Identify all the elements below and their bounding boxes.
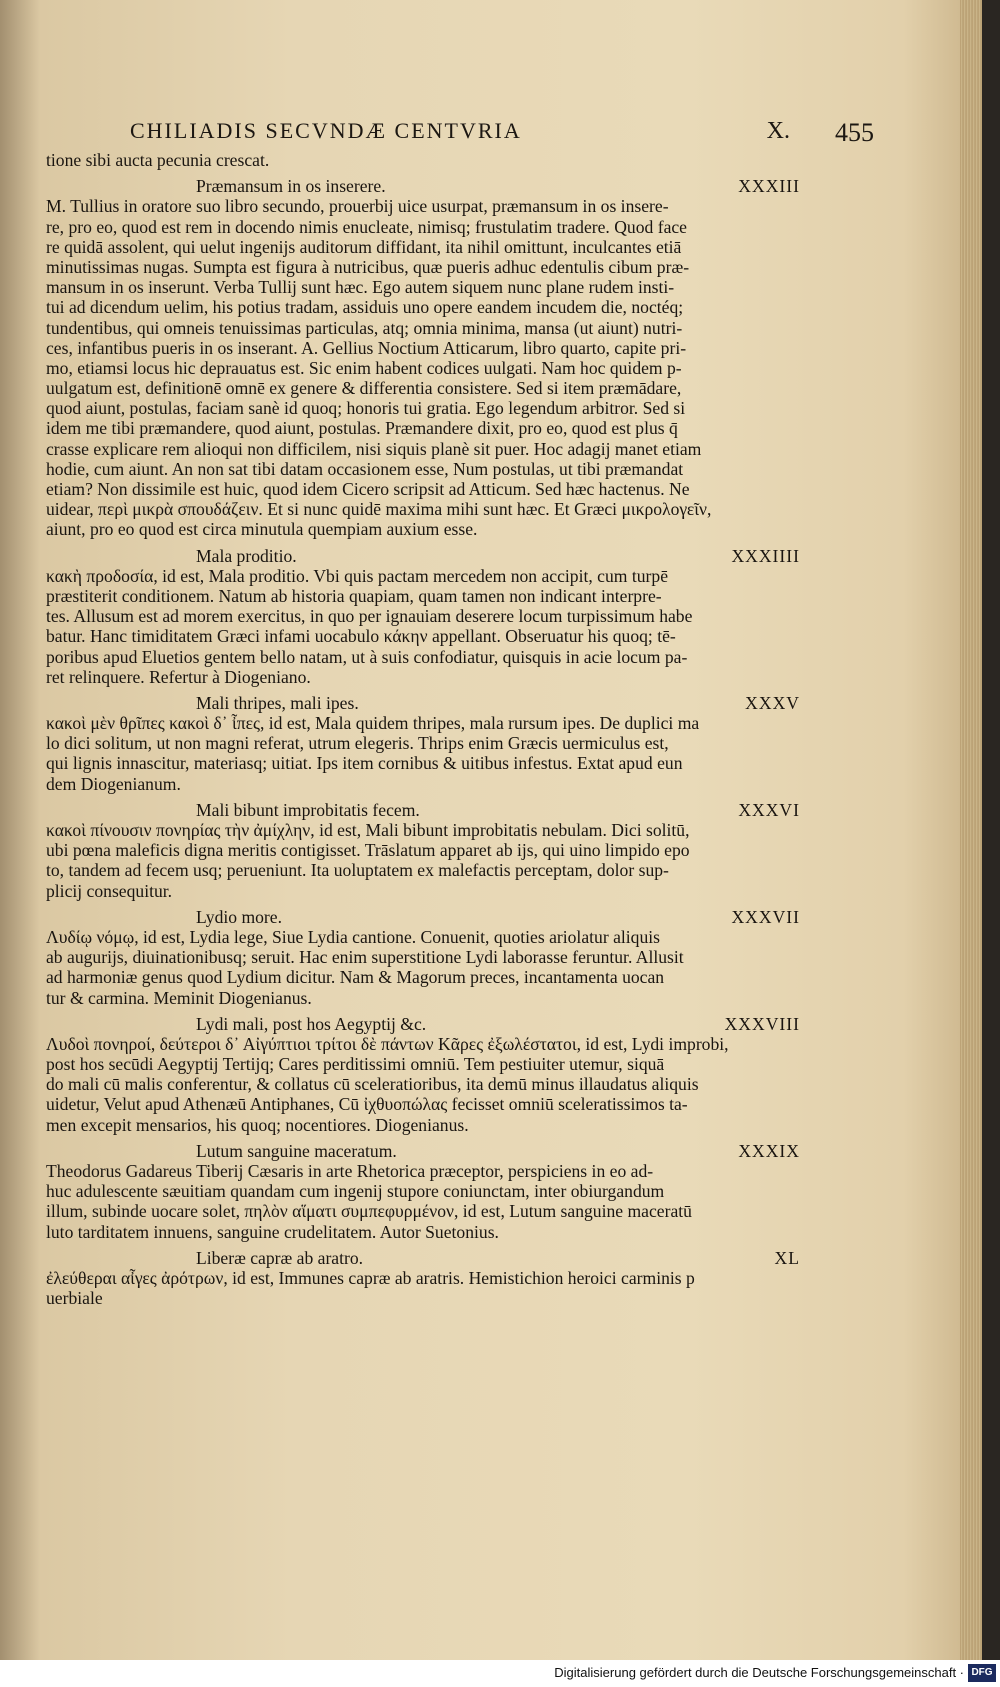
text-line: post hos secūdi Aegyptij Tertijq; Cares perditissimi omniū. Tem pestiuiter utemur, siquā <box>46 1054 665 1075</box>
adage-title: Præmansum in os inserere. <box>196 176 386 197</box>
adage-title: Mali thripes, mali ipes. <box>196 692 359 713</box>
adage-number: XXXVIII <box>724 1013 800 1034</box>
adage-heading <box>46 1141 800 1161</box>
adage-heading <box>46 1248 800 1268</box>
text-line: illum, subinde uocare solet, πηλὸν αἵματι συμπεφυρμένον, id est, Lutum sanguine maceratū <box>46 1201 692 1222</box>
adage-number: XXXIIII <box>731 545 800 566</box>
text-line: ἐλεύθεραι αἶγες ἀρότρων, id est, Immunes capræ ab aratris. Hemistichion heroici carminis p <box>46 1267 695 1288</box>
adage-number: XXXVII <box>731 906 800 927</box>
dfg-logo-icon: DFG <box>968 1664 996 1682</box>
text-line: præstiterit conditionem. Natum ab historia quapiam, quam tamen non indicant interpre- <box>46 585 662 606</box>
adage-heading <box>46 1014 800 1034</box>
footer-credit: Digitalisierung gefördert durch die Deutsche Forschungsgemeinschaft · <box>554 1665 964 1680</box>
text-line: minutissimas nugas. Sumpta est figura à nutricibus, quæ pueris adhuc edentulis cibum præ- <box>46 256 690 277</box>
text-line: lo dici solitum, ut non magni referat, utrum elegeris. Thrips enim Græcis uermiculus est, <box>46 733 669 754</box>
text-line: tur & carmina. Meminit Diogenianus. <box>46 987 312 1008</box>
text-line: tundentibus, qui omneis tenuissimas particulas, atq; omnia minima, mansa (ut aiunt) nutri- <box>46 317 683 338</box>
text-line: uulgatum est, definitionē omnē ex genere & differentia consistere. Sed si item præmādare, <box>46 378 682 399</box>
text-line: etiam? Non dissimile est huic, quod idem Cicero scripsit ad Atticum. Sed hæc hactenus. Ne <box>46 479 690 499</box>
text-line: quod aiunt, postulas, faciam sanè id quoq; honoris tui gratia. Ego legendum arbitror. Sed si <box>46 398 686 419</box>
adage-number: XXXIX <box>738 1140 800 1161</box>
adage-title: Lutum sanguine maceratum. <box>196 1140 397 1161</box>
footer-bar <box>0 1660 1000 1687</box>
text-line: re, pro eo, quod est rem in docendo nimis enucleate, nimisq; frustulatim tradere. Quod face <box>46 216 687 237</box>
text-line: tione sibi aucta pecunia crescat. <box>46 150 270 170</box>
adage-number: XXXV <box>745 692 800 713</box>
text-line: κακὴ προδοσία, id est, Mala proditio. Vbi quis pactam mercedem non accipit, cum turpē <box>46 565 669 586</box>
text-line: ces, infantibus pueris in os inserant. A. Gellius Noctium Atticarum, libro quarto, capite pri- <box>46 337 687 358</box>
text-line: tui ad dicendum uelim, his potius tradam, assiduis uno opere eandem incudem die, noctéq; <box>46 297 684 318</box>
fore-edge <box>960 0 982 1660</box>
text-line: κακοὶ πίνουσιν πονηρίας τὴν ἀμίχλην, id est, Mali bibunt improbitatis nebulam. Dici solitū, <box>46 820 690 840</box>
page-number: 455 <box>835 118 874 147</box>
text-line: aiunt, pro eo quod est circa minutula quempiam auxium esse. <box>46 519 478 540</box>
text-line: uidear, περὶ μικρὰ σπουδάζειν. Et si nunc quidē maxima mihi sunt hæc. Et Græci μικρολογεῖν, <box>46 499 712 520</box>
running-head <box>130 118 790 148</box>
adage-heading <box>46 176 800 196</box>
text-line: mo, etiamsi locus hic deprauatus est. Sic enim habent codices uulgati. Nam hoc quidem p- <box>46 357 682 378</box>
text-line: plicij consequitur. <box>46 880 173 901</box>
text-line: ad harmoniæ genus quod Lydium dicitur. Nam & Magorum preces, incantamenta uocan <box>46 967 665 988</box>
adage-title: Lydio more. <box>196 906 283 927</box>
text-line: crasse explicare rem alioqui non difficilem, nisi siquis planè sit puer. Hoc adagij manet etiam <box>46 438 702 459</box>
text-line: qui lignis innascitur, materiasq; uitiat. Ips item cornibus & uitibus infestus. Extat apud eun <box>46 753 683 774</box>
adage-title: Mali bibunt improbitatis fecem. <box>196 799 420 820</box>
text-line: Theodorus Gadareus Tiberij Cæsaris in arte Rhetorica præceptor, perspiciens in eo ad- <box>46 1161 654 1181</box>
text-line: tes. Allusum est ad morem exercitus, in quo per ignauiam deserere locum turpissimum habe <box>46 606 693 627</box>
text-line: dem Diogenianum. <box>46 773 181 794</box>
text-line: M. Tullius in oratore suo libro secundo, prouerbij uice usurpat, præmansum in os insere- <box>46 196 669 217</box>
adage-number: XXXIII <box>738 176 800 197</box>
text-line: uerbiale <box>46 1288 103 1309</box>
text-line: idem me tibi præmandere, quod aiunt, postulas. Præmandere dixit, pro eo, quod est plus q̄ <box>46 418 678 439</box>
text-line: batur. Hanc timiditatem Græci infami uocabulo κάκην appellant. Obseruatur his quoq; tē- <box>46 626 676 647</box>
text-line: κακοὶ μὲν θρῖπες κακοὶ δ᾽ ἶπες, id est, Mala quidem thripes, mala rursum ipes. De duplici ma <box>46 713 700 734</box>
text-line: Λυδίῳ νόμῳ, id est, Lydia lege, Siue Lydia cantione. Conuenit, quoties ariolatur aliquis <box>46 926 660 947</box>
running-head-title: CHILIADIS SECVNDÆ CENTVRIA <box>130 118 522 143</box>
adage-title: Mala proditio. <box>196 545 297 566</box>
adage-title: Lydi mali, post hos Aegyptij &c. <box>196 1013 427 1034</box>
text-line: men excepit mensarios, his quoq; nocentiores. Diogenianus. <box>46 1114 469 1135</box>
running-head-number: X. <box>766 118 790 144</box>
text-line: uidetur, Velut apud Athenæū Antiphanes, Cū ἰχθυοπώλας fecisset omniū sceleratissimos ta- <box>46 1094 688 1115</box>
text-line: ret relinquere. Refertur à Diogeniano. <box>46 666 311 687</box>
adage-title: Liberæ capræ ab aratro. <box>196 1247 364 1268</box>
text-line: to, tandem ad fecem usq; perueniunt. Ita uoluptatem ex malefactis perceptam, dolor sup- <box>46 860 669 881</box>
adage-number: XXXVI <box>738 799 800 820</box>
text-line: poribus apud Eluetios gentem bello natam, ut à suis confodiatur, quisquis in acie locum pa- <box>46 646 688 667</box>
text-line: ubi pœna maleficis digna meritis contigisset. Trāslatum apparet ab ijs, qui uino limpido epo <box>46 840 690 861</box>
text-line: hodie, cum aiunt. An non sat tibi datam occasionem esse, Num postulas, ut tibi præmandat <box>46 458 684 479</box>
text-line: Λυδοὶ πονηροί, δεύτεροι δ᾽ Αἰγύπτιοι τρίτοι δὲ πάντων Κᾶρες ἐξωλέστατοι, id est, Lydi improbi, <box>46 1033 729 1054</box>
text-line: huc adulescente sæuitiam quandam cum ingenij stupore coniunctam, inter obiurgandum <box>46 1181 665 1202</box>
text-line: re quidā assolent, qui uelut ingenijs auditorum diffidant, ita nihil omittunt, inculcantes etiā <box>46 236 682 257</box>
text-line: mansum in os inserunt. Verba Tullij sunt hæc. Ego autem siquem nunc plane rudem insti- <box>46 277 675 298</box>
adage-heading <box>46 693 800 713</box>
spine-shadow <box>0 0 40 1660</box>
text-line: luto tarditatem innuens, sanguine crudelitatem. Autor Suetonius. <box>46 1221 499 1242</box>
text-line: ab augurijs, diuinationibusq; seruit. Hac enim superstitione Lydi laborasse feruntur. Allusit <box>46 947 684 968</box>
adage-heading <box>46 907 800 927</box>
adage-heading <box>46 546 800 566</box>
text-line: do mali cū malis conferentur, & collatus cū sceleratioribus, ita demū minus illaudatus aliquis <box>46 1074 699 1095</box>
page-body <box>46 150 800 1308</box>
adage-number: XL <box>774 1247 800 1268</box>
adage-heading <box>46 800 800 820</box>
